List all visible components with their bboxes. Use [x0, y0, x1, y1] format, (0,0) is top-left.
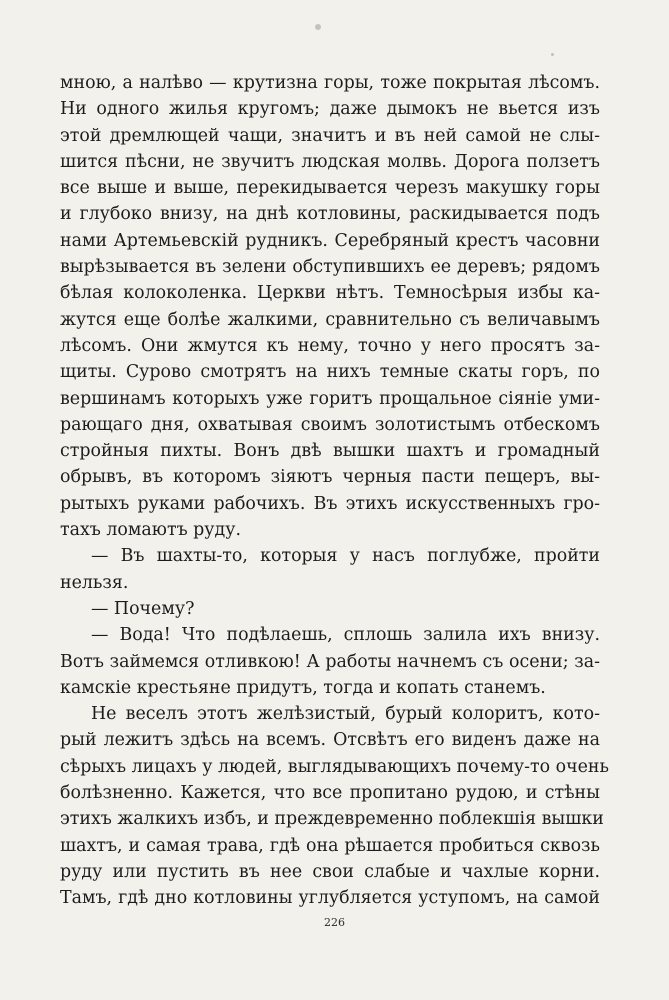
text-line: мною, а налѣво — крутизна горы, тоже покрытая лѣсомъ.	[60, 73, 600, 93]
text-line: — Въ шахты-то, которыя у насъ поглубже, пройти	[91, 546, 600, 567]
body-text	[60, 70, 609, 912]
text-line: Вотъ займемся отливкою! А работы начнемъ съ осени; за-	[60, 651, 600, 672]
text-line: нельзя.	[60, 572, 129, 593]
text-line: руду или пустить въ нее свои слабые и чахлые корни.	[60, 861, 600, 882]
paper-speck	[315, 24, 321, 30]
text-line: обрывъ, въ которомъ зіяютъ черныя пасти пещеръ, вы-	[60, 467, 600, 488]
text-line: камскіе крестьяне придутъ, тогда и копать станемъ.	[60, 677, 546, 698]
paper-speck	[551, 53, 554, 56]
text-line: вырѣзывается въ зелени обступившихъ ее деревъ; рядомъ	[60, 257, 600, 278]
text-line: рающаго дня, охватывая своимъ золотистымъ отбескомъ	[60, 414, 600, 435]
text-line: жутся еще болѣе жалкими, сравнительно съ величавымъ	[60, 309, 600, 330]
text-line: Ни одного жилья кругомъ; даже дымокъ не вьется изъ	[60, 99, 600, 120]
text-line: стройныя пихты. Вонъ двѣ вышки шахтъ и громадный	[60, 441, 600, 462]
text-line: болѣзненно. Кажется, что все пропитано рудою, и стѣны	[60, 783, 600, 804]
text-line: этой дремлющей чащи, значитъ и въ ней самой не слы-	[60, 125, 600, 146]
text-line: шится пѣсни, не звучитъ людская молвь. Дорога ползетъ	[60, 151, 600, 172]
text-line: вершинамъ которыхъ уже горитъ прощальное сіяніе уми-	[60, 388, 600, 409]
text-line: тахъ ломаютъ руду.	[60, 520, 241, 541]
text-line: бѣлая колоколенка. Церкви нѣтъ. Темносѣрыя избы ка-	[60, 283, 600, 304]
text-line: лѣсомъ. Они жмутся къ нему, точно у него просятъ за-	[60, 335, 600, 356]
text-line: щиты. Сурово смотрятъ на нихъ темные скаты горъ, по	[60, 362, 600, 383]
text-line: нами Артемьевскій рудникъ. Серебряный крестъ часовни	[60, 230, 600, 251]
text-line: Не веселъ этотъ желѣзистый, бурый колоритъ, кото-	[91, 704, 600, 725]
text-line: Тамъ, гдѣ дно котловины углубляется уступомъ, на самой	[60, 888, 600, 909]
text-line: этихъ жалкихъ избъ, и преждевременно поблекшія вышки	[60, 809, 604, 830]
text-line: и глубоко внизу, на днѣ котловины, раскидывается подъ	[60, 204, 600, 225]
text-line: сѣрыхъ лицахъ у людей, выглядывающихъ почему-то очень	[60, 756, 609, 777]
text-line: шахтъ, и самая трава, гдѣ она рѣшается пробиться сквозь	[60, 835, 600, 856]
text-line: — Почему?	[91, 598, 195, 619]
text-line: рый лежитъ здѣсь на всемъ. Отсвѣтъ его виденъ даже на	[60, 730, 600, 751]
page-number: 226	[324, 916, 345, 929]
text-line: рытыхъ руками рабочихъ. Въ этихъ искусственныхъ гро-	[60, 493, 600, 514]
text-line: все выше и выше, перекидывается черезъ макушку горы	[60, 178, 600, 199]
text-line: — Вода! Что подѣлаешь, сплошь залила ихъ внизу.	[91, 625, 600, 646]
